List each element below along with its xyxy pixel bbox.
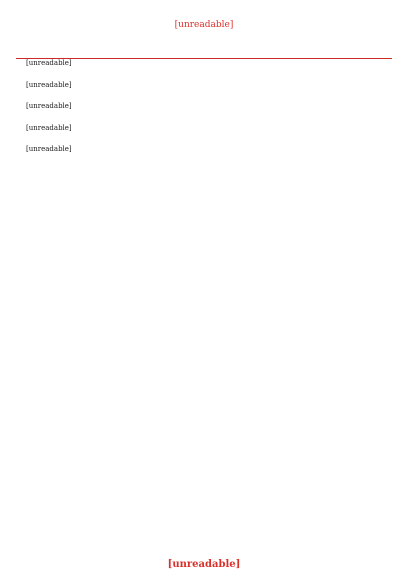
paragraph: [unreadable] [26,80,72,89]
paragraph: [unreadable] [26,102,72,111]
paragraph: [unreadable] [26,145,72,154]
paragraph: [unreadable] [26,59,72,67]
footer-text: [unreadable] [167,559,241,570]
header-banner [12,18,396,46]
document-body [26,58,382,540]
paragraph: [unreadable] [26,123,72,132]
header-banner-text: [unreadable] [174,20,234,30]
